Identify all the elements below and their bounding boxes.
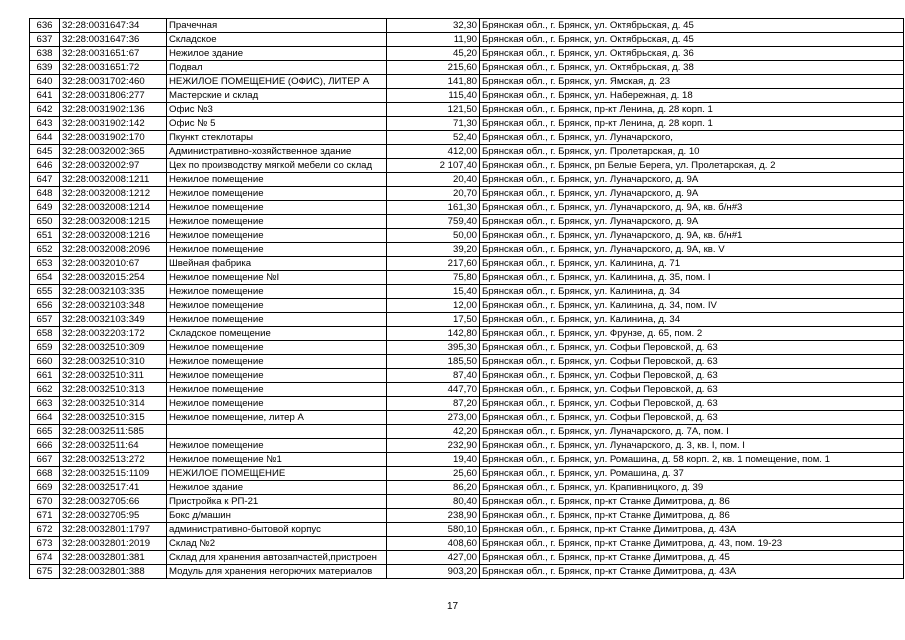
row-number-cell: 660	[30, 355, 60, 369]
area-cell: 412,00	[387, 145, 480, 159]
row-number-cell: 637	[30, 33, 60, 47]
table-row	[30, 243, 904, 257]
table-row	[30, 201, 904, 215]
row-number-cell: 662	[30, 383, 60, 397]
address-cell: Брянская обл., г. Брянск, пр-кт Ленина, д. 28 корп. 1	[480, 117, 904, 131]
row-number-cell: 649	[30, 201, 60, 215]
area-cell: 15,40	[387, 285, 480, 299]
object-name-cell: Нежилое помещение	[167, 369, 387, 383]
table-row	[30, 19, 904, 33]
cadastral-number-cell: 32:28:0032517:41	[60, 481, 167, 495]
address-cell: Брянская обл., г. Брянск, ул. Софьи Перовской, д. 63	[480, 383, 904, 397]
row-number-cell: 639	[30, 61, 60, 75]
address-cell: Брянская обл., г. Брянск, ул. Октябрьская, д. 45	[480, 33, 904, 47]
table-row	[30, 145, 904, 159]
object-name-cell: НЕЖИЛОЕ ПОМЕЩЕНИЕ	[167, 467, 387, 481]
address-cell: Брянская обл., г. Брянск, ул. Октябрьская, д. 36	[480, 47, 904, 61]
area-cell: 161,30	[387, 201, 480, 215]
area-cell: 217,60	[387, 257, 480, 271]
table-row	[30, 299, 904, 313]
area-cell: 80,40	[387, 495, 480, 509]
cadastral-number-cell: 32:28:0032008:1211	[60, 173, 167, 187]
object-name-cell: Нежилое помещение	[167, 285, 387, 299]
table-row	[30, 411, 904, 425]
table-row	[30, 551, 904, 565]
object-name-cell: Бокс д/машин	[167, 509, 387, 523]
address-cell: Брянская обл., г. Брянск, ул. Софьи Перовской, д. 63	[480, 355, 904, 369]
table-row	[30, 285, 904, 299]
area-cell: 580,10	[387, 523, 480, 537]
row-number-cell: 665	[30, 425, 60, 439]
row-number-cell: 659	[30, 341, 60, 355]
table-row	[30, 215, 904, 229]
area-cell: 75,80	[387, 271, 480, 285]
area-cell: 121,50	[387, 103, 480, 117]
row-number-cell: 646	[30, 159, 60, 173]
address-cell: Брянская обл., г. Брянск, ул. Набережная, д. 18	[480, 89, 904, 103]
table-row	[30, 439, 904, 453]
address-cell: Брянская обл., г. Брянск, ул. Луначарского, д. 9А, кв. б/н#3	[480, 201, 904, 215]
address-cell: Брянская обл., г. Брянск, пр-кт Станке Димитрова, д. 86	[480, 495, 904, 509]
object-name-cell: НЕЖИЛОЕ ПОМЕЩЕНИЕ (ОФИС), ЛИТЕР А	[167, 75, 387, 89]
address-cell: Брянская обл., г. Брянск, ул. Луначарского, д. 9А, кв. б/н#1	[480, 229, 904, 243]
table-row	[30, 89, 904, 103]
area-cell: 141,80	[387, 75, 480, 89]
cadastral-number-cell: 32:28:0032008:2096	[60, 243, 167, 257]
table-row	[30, 103, 904, 117]
cadastral-number-cell: 32:28:0031651:67	[60, 47, 167, 61]
table-row	[30, 229, 904, 243]
row-number-cell: 638	[30, 47, 60, 61]
area-cell: 903,20	[387, 565, 480, 579]
cadastral-number-cell: 32:28:0031902:136	[60, 103, 167, 117]
object-name-cell: Нежилое помещение, литер А	[167, 411, 387, 425]
address-cell: Брянская обл., г. Брянск, ул. Фрунзе, д. 65, пом. 2	[480, 327, 904, 341]
table-row	[30, 397, 904, 411]
cadastral-number-cell: 32:28:0032510:315	[60, 411, 167, 425]
cadastral-number-cell: 32:28:0032801:381	[60, 551, 167, 565]
row-number-cell: 671	[30, 509, 60, 523]
object-name-cell: Модуль для хранения негорючих материалов	[167, 565, 387, 579]
cadastral-number-cell: 32:28:0032705:66	[60, 495, 167, 509]
object-name-cell: Нежилое помещение	[167, 173, 387, 187]
row-number-cell: 642	[30, 103, 60, 117]
table-row	[30, 355, 904, 369]
cadastral-number-cell: 32:28:0032510:311	[60, 369, 167, 383]
row-number-cell: 636	[30, 19, 60, 33]
table-row	[30, 467, 904, 481]
object-name-cell: Нежилое помещение	[167, 243, 387, 257]
table-row	[30, 257, 904, 271]
table-row	[30, 271, 904, 285]
table-row	[30, 481, 904, 495]
row-number-cell: 664	[30, 411, 60, 425]
area-cell: 45,20	[387, 47, 480, 61]
cadastral-number-cell: 32:28:0032008:1212	[60, 187, 167, 201]
table-row	[30, 187, 904, 201]
table-row	[30, 47, 904, 61]
area-cell: 32,30	[387, 19, 480, 33]
table-row	[30, 453, 904, 467]
object-name-cell: Нежилое помещение	[167, 313, 387, 327]
table-row	[30, 313, 904, 327]
object-name-cell: Офис №3	[167, 103, 387, 117]
row-number-cell: 643	[30, 117, 60, 131]
address-cell: Брянская обл., г. Брянск, ул. Калинина, д. 71	[480, 257, 904, 271]
row-number-cell: 657	[30, 313, 60, 327]
area-cell: 395,30	[387, 341, 480, 355]
address-cell: Брянская обл., г. Брянск, ул. Софьи Перовской, д. 63	[480, 397, 904, 411]
object-name-cell: Склад №2	[167, 537, 387, 551]
table-row	[30, 327, 904, 341]
area-cell: 12,00	[387, 299, 480, 313]
address-cell: Брянская обл., г. Брянск, ул. Ромашина, д. 37	[480, 467, 904, 481]
cadastral-number-cell: 32:28:0032511:585	[60, 425, 167, 439]
area-cell: 142,80	[387, 327, 480, 341]
area-cell: 20,70	[387, 187, 480, 201]
area-cell: 408,60	[387, 537, 480, 551]
row-number-cell: 647	[30, 173, 60, 187]
area-cell: 427,00	[387, 551, 480, 565]
address-cell: Брянская обл., г. Брянск, пр-кт Станке Димитрова, д. 45	[480, 551, 904, 565]
area-cell: 71,30	[387, 117, 480, 131]
row-number-cell: 675	[30, 565, 60, 579]
cadastral-number-cell: 32:28:0032513:272	[60, 453, 167, 467]
table-row	[30, 369, 904, 383]
table-row	[30, 61, 904, 75]
row-number-cell: 661	[30, 369, 60, 383]
object-name-cell: Нежилое помещение №1	[167, 453, 387, 467]
cadastral-number-cell: 32:28:0032103:349	[60, 313, 167, 327]
cadastral-number-cell: 32:28:0031902:170	[60, 131, 167, 145]
area-cell: 86,20	[387, 481, 480, 495]
address-cell: Брянская обл., г. Брянск, ул. Луначарского, д. 3, кв. I, пом. I	[480, 439, 904, 453]
cadastral-number-cell: 32:28:0032103:348	[60, 299, 167, 313]
cadastral-number-cell: 32:28:0032010:67	[60, 257, 167, 271]
cadastral-number-cell: 32:28:0032008:1214	[60, 201, 167, 215]
row-number-cell: 673	[30, 537, 60, 551]
table-row	[30, 495, 904, 509]
cadastral-number-cell: 32:28:0032510:314	[60, 397, 167, 411]
object-name-cell: Складское помещение	[167, 327, 387, 341]
area-cell: 759,40	[387, 215, 480, 229]
table-row	[30, 131, 904, 145]
cadastral-number-cell: 32:28:0032510:313	[60, 383, 167, 397]
object-name-cell: Нежилое помещение	[167, 397, 387, 411]
address-cell: Брянская обл., г. Брянск, пр-кт Ленина, д. 28 корп. 1	[480, 103, 904, 117]
address-cell: Брянская обл., г. Брянск, рп Белые Берега, ул. Пролетарская, д. 2	[480, 159, 904, 173]
area-cell: 25,60	[387, 467, 480, 481]
address-cell: Брянская обл., г. Брянск, ул. Луначарского, д. 9А	[480, 173, 904, 187]
area-cell: 11,90	[387, 33, 480, 47]
row-number-cell: 644	[30, 131, 60, 145]
row-number-cell: 656	[30, 299, 60, 313]
cadastral-number-cell: 32:28:0032705:95	[60, 509, 167, 523]
address-cell: Брянская обл., г. Брянск, ул. Ямская, д. 23	[480, 75, 904, 89]
object-name-cell	[167, 425, 387, 439]
row-number-cell: 651	[30, 229, 60, 243]
address-cell: Брянская обл., г. Брянск, ул. Луначарского, д. 9А	[480, 187, 904, 201]
area-cell: 19,40	[387, 453, 480, 467]
table-row	[30, 523, 904, 537]
cadastral-number-cell: 32:28:0031806:277	[60, 89, 167, 103]
object-name-cell: Нежилое помещение №I	[167, 271, 387, 285]
address-cell: Брянская обл., г. Брянск, ул. Калинина, д. 34	[480, 285, 904, 299]
row-number-cell: 640	[30, 75, 60, 89]
object-name-cell: Прачечная	[167, 19, 387, 33]
object-name-cell: Нежилое здание	[167, 47, 387, 61]
table-row	[30, 383, 904, 397]
cadastral-number-cell: 32:28:0032511:64	[60, 439, 167, 453]
object-name-cell: административно-бытовой корпус	[167, 523, 387, 537]
address-cell: Брянская обл., г. Брянск, ул. Софьи Перовской, д. 63	[480, 411, 904, 425]
address-cell: Брянская обл., г. Брянск, ул. Ромашина, д. 58 корп. 2, кв. 1 помещение, пом. 1	[480, 453, 904, 467]
object-name-cell: Нежилое помещение	[167, 383, 387, 397]
object-name-cell: Нежилое помещение	[167, 229, 387, 243]
cadastral-number-cell: 32:28:0032002:365	[60, 145, 167, 159]
row-number-cell: 672	[30, 523, 60, 537]
row-number-cell: 674	[30, 551, 60, 565]
object-name-cell: Нежилое помещение	[167, 201, 387, 215]
row-number-cell: 641	[30, 89, 60, 103]
cadastral-number-cell: 32:28:0032002:97	[60, 159, 167, 173]
object-name-cell: Пристройка к РП-21	[167, 495, 387, 509]
object-name-cell: Нежилое помещение	[167, 341, 387, 355]
address-cell: Брянская обл., г. Брянск, ул. Калинина, д. 35, пом. I	[480, 271, 904, 285]
address-cell: Брянская обл., г. Брянск, пр-кт Станке Димитрова, д. 86	[480, 509, 904, 523]
area-cell: 39,20	[387, 243, 480, 257]
row-number-cell: 667	[30, 453, 60, 467]
cadastral-number-cell: 32:28:0032801:1797	[60, 523, 167, 537]
address-cell: Брянская обл., г. Брянск, пр-кт Станке Димитрова, д. 43А	[480, 523, 904, 537]
address-cell: Брянская обл., г. Брянск, ул. Октябрьская, д. 38	[480, 61, 904, 75]
cadastral-number-cell: 32:28:0032515:1109	[60, 467, 167, 481]
address-cell: Брянская обл., г. Брянск, ул. Октябрьская, д. 45	[480, 19, 904, 33]
area-cell: 215,60	[387, 61, 480, 75]
cadastral-number-cell: 32:28:0032008:1216	[60, 229, 167, 243]
cadastral-number-cell: 32:28:0032801:388	[60, 565, 167, 579]
object-name-cell: Нежилое помещение	[167, 439, 387, 453]
object-name-cell: Пкункт стеклотары	[167, 131, 387, 145]
object-name-cell: Административно-хозяйственное здание	[167, 145, 387, 159]
cadastral-number-cell: 32:28:0031902:142	[60, 117, 167, 131]
row-number-cell: 645	[30, 145, 60, 159]
register-table-body	[30, 19, 904, 579]
table-row	[30, 509, 904, 523]
row-number-cell: 670	[30, 495, 60, 509]
object-name-cell: Офис № 5	[167, 117, 387, 131]
row-number-cell: 658	[30, 327, 60, 341]
area-cell: 232,90	[387, 439, 480, 453]
object-name-cell: Швейная фабрика	[167, 257, 387, 271]
object-name-cell: Нежилое помещение	[167, 187, 387, 201]
address-cell: Брянская обл., г. Брянск, ул. Софьи Перовской, д. 63	[480, 341, 904, 355]
cadastral-number-cell: 32:28:0032510:309	[60, 341, 167, 355]
cadastral-number-cell: 32:28:0032801:2019	[60, 537, 167, 551]
cadastral-number-cell: 32:28:0031647:36	[60, 33, 167, 47]
cadastral-number-cell: 32:28:0032015:254	[60, 271, 167, 285]
property-register-table	[29, 18, 904, 579]
area-cell: 115,40	[387, 89, 480, 103]
address-cell: Брянская обл., г. Брянск, ул. Луначарского, д. 7А, пом. I	[480, 425, 904, 439]
cadastral-number-cell: 32:28:0031702:460	[60, 75, 167, 89]
address-cell: Брянская обл., г. Брянск, ул. Луначарского, д. 9А	[480, 215, 904, 229]
object-name-cell: Нежилое помещение	[167, 355, 387, 369]
row-number-cell: 653	[30, 257, 60, 271]
table-row	[30, 565, 904, 579]
cadastral-number-cell: 32:28:0032103:335	[60, 285, 167, 299]
area-cell: 238,90	[387, 509, 480, 523]
object-name-cell: Склад для хранения автозапчастей,пристроен	[167, 551, 387, 565]
row-number-cell: 652	[30, 243, 60, 257]
address-cell: Брянская обл., г. Брянск, ул. Крапивницкого, д. 39	[480, 481, 904, 495]
area-cell: 2 107,40	[387, 159, 480, 173]
area-cell: 50,00	[387, 229, 480, 243]
row-number-cell: 648	[30, 187, 60, 201]
row-number-cell: 669	[30, 481, 60, 495]
cadastral-number-cell: 32:28:0032008:1215	[60, 215, 167, 229]
address-cell: Брянская обл., г. Брянск, ул. Калинина, д. 34	[480, 313, 904, 327]
row-number-cell: 663	[30, 397, 60, 411]
row-number-cell: 668	[30, 467, 60, 481]
area-cell: 447,70	[387, 383, 480, 397]
address-cell: Брянская обл., г. Брянск, пр-кт Станке Димитрова, д. 43А	[480, 565, 904, 579]
table-row	[30, 173, 904, 187]
table-row	[30, 341, 904, 355]
cadastral-number-cell: 32:28:0031651:72	[60, 61, 167, 75]
row-number-cell: 650	[30, 215, 60, 229]
table-row	[30, 537, 904, 551]
address-cell: Брянская обл., г. Брянск, ул. Луначарского, д. 9А, кв. V	[480, 243, 904, 257]
area-cell: 20,40	[387, 173, 480, 187]
object-name-cell: Цех по производству мягкой мебели со склад	[167, 159, 387, 173]
row-number-cell: 666	[30, 439, 60, 453]
cadastral-number-cell: 32:28:0031647:34	[60, 19, 167, 33]
object-name-cell: Нежилое помещение	[167, 299, 387, 313]
area-cell: 273,00	[387, 411, 480, 425]
address-cell: Брянская обл., г. Брянск, ул. Калинина, д. 34, пом. IV	[480, 299, 904, 313]
area-cell: 87,20	[387, 397, 480, 411]
table-row	[30, 33, 904, 47]
area-cell: 87,40	[387, 369, 480, 383]
row-number-cell: 655	[30, 285, 60, 299]
table-row	[30, 159, 904, 173]
area-cell: 185,50	[387, 355, 480, 369]
object-name-cell: Нежилое помещение	[167, 215, 387, 229]
cadastral-number-cell: 32:28:0032203:172	[60, 327, 167, 341]
table-row	[30, 117, 904, 131]
address-cell: Брянская обл., г. Брянск, ул. Пролетарская, д. 10	[480, 145, 904, 159]
page-number: 17	[446, 601, 459, 612]
area-cell: 52,40	[387, 131, 480, 145]
object-name-cell: Мастерские и склад	[167, 89, 387, 103]
table-row	[30, 75, 904, 89]
area-cell: 17,50	[387, 313, 480, 327]
area-cell: 42,20	[387, 425, 480, 439]
object-name-cell: Складское	[167, 33, 387, 47]
address-cell: Брянская обл., г. Брянск, пр-кт Станке Димитрова, д. 43, пом. 19-23	[480, 537, 904, 551]
cadastral-number-cell: 32:28:0032510:310	[60, 355, 167, 369]
object-name-cell: Подвал	[167, 61, 387, 75]
address-cell: Брянская обл., г. Брянск, ул. Софьи Перовской, д. 63	[480, 369, 904, 383]
table-row	[30, 425, 904, 439]
object-name-cell: Нежилое здание	[167, 481, 387, 495]
row-number-cell: 654	[30, 271, 60, 285]
address-cell: Брянская обл., г. Брянск, ул. Луначарского,	[480, 131, 904, 145]
